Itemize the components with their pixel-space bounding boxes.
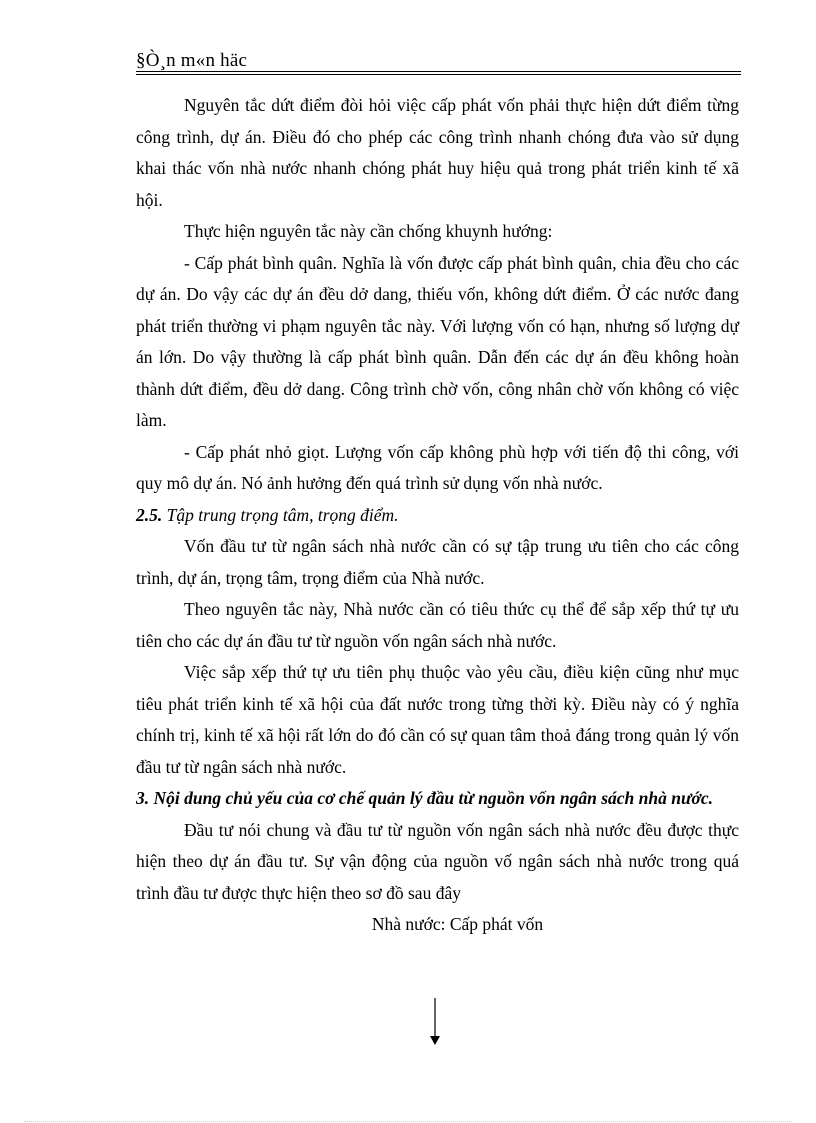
document-body [136, 90, 739, 941]
paragraph-8: Đầu tư nói chung và đầu tư từ nguồn vốn ngân sách nhà nước đều được thực hiện theo dự án đầu tư. Sự vận động của nguồn vố ngân sách nhà nước trong quá trình đầu tư được thực hiện theo sơ đồ sau đây [136, 819, 739, 903]
paragraph-1: Nguyên tắc dứt điểm đòi hỏi việc cấp phát vốn phải thực hiện dứt điểm từng công trình, dự án. Điều đó cho phép các công trình nhanh chóng đưa vào sử dụng khai thác vốn nhà nước nhanh chóng phát huy hiệu quả trong phát triển kinh tế xã hội. [136, 95, 739, 210]
page-bottom-border [24, 1121, 792, 1122]
section-heading-3: 3. Nội dung chủ yếu của cơ chế quản lý đầu từ nguồn vốn ngân sách nhà nước. [136, 788, 714, 808]
page-header [136, 50, 741, 74]
paragraph-6: Theo nguyên tắc này, Nhà nước cần có tiêu thức cụ thể để sắp xếp thứ tự ưu tiên cho các dự án đầu tư từ nguồn vốn ngân sách nhà nước. [136, 599, 739, 651]
diagram-caption: Nhà nước: Cấp phát vốn [371, 914, 544, 934]
paragraph-2: Thực hiện nguyên tắc này cần chống khuynh hướng: [184, 221, 553, 241]
section-heading-2-5 [136, 500, 739, 532]
arrow-down-icon [428, 998, 442, 1046]
section-number: 2.5. [136, 504, 163, 525]
paragraph-5: Vốn đầu tư từ ngân sách nhà nước cần có sự tập trung ưu tiên cho các công trình, dự án, trọng tâm, trọng điểm của Nhà nước. [136, 536, 739, 588]
header-title: §Ò¸n m«n häc [136, 50, 248, 71]
section-title: Tập trung trọng tâm, trọng điểm. [162, 504, 399, 525]
paragraph-7: Việc sắp xếp thứ tự ưu tiên phụ thuộc vào yêu cầu, điều kiện cũng như mục tiêu phát triển kinh tế xã hội của đất nước trong từng thời kỳ. Điều này có ý nghĩa chính trị, kinh tế xã hội rất lớn do đó cần có sự quan tâm thoả đáng trong quản lý vốn đầu tư từ ngân sách nhà nước. [136, 662, 739, 777]
header-rule-bottom [136, 74, 741, 75]
paragraph-3: - Cấp phát bình quân. Nghĩa là vốn được cấp phát bình quân, chia đều cho các dự án. Do vậy các dự án đều dở dang, thiếu vốn, không dứt điểm. Ở các nước đang phát triển thường vi phạm nguyên tắc này. Với lượng vốn có hạn, nhưng số lượng dự án lớn. Do vậy thường là cấp phát bình quân. Dẫn đến các dự án đều không hoàn thành dứt điểm, đều dở dang. Công trình chờ vốn, công nhân chờ vốn không có việc làm. [136, 252, 739, 430]
header-rule-top [136, 71, 741, 72]
paragraph-4: - Cấp phát nhỏ giọt. Lượng vốn cấp không phù hợp với tiến độ thi công, với quy mô dự án. Nó ảnh hưởng đến quá trình sử dụng vốn nhà nước. [136, 441, 739, 493]
